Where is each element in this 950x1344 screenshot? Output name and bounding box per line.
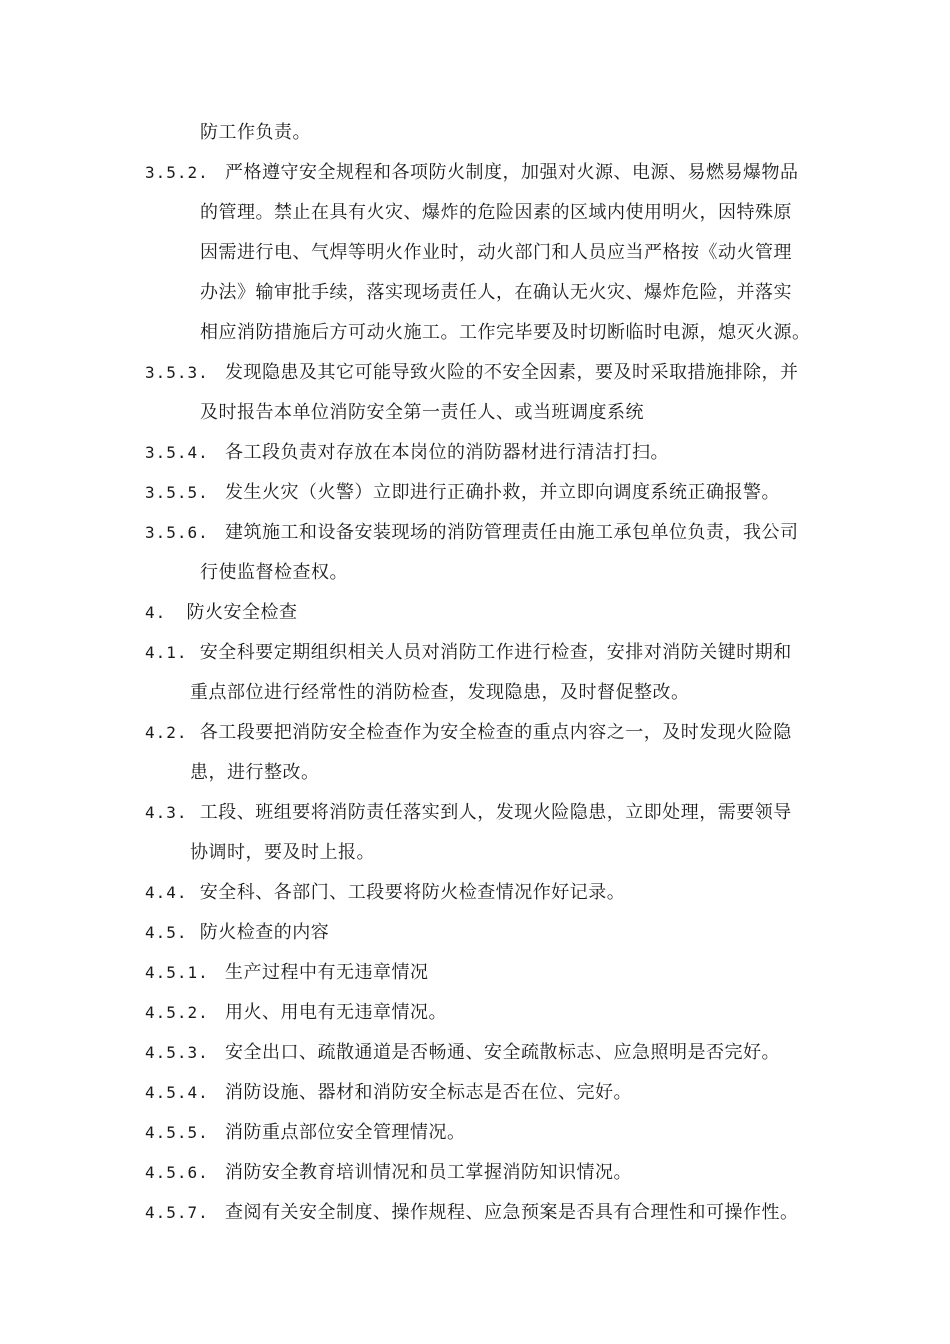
- item-text: 安全科要定期组织相关人员对消防工作进行检查，安排对消防关键时期和: [199, 642, 792, 663]
- item-3-5-5: [145, 481, 780, 505]
- item-text: 工段、班组要将消防责任落实到人，发现火险隐患，立即处理，需要领导: [199, 802, 792, 823]
- item-4-2: [145, 721, 792, 745]
- item-3-5-3: [145, 361, 799, 385]
- item-3-5-6-line-2: 行使监督检查权。: [200, 562, 348, 583]
- item-number: 3.5.4.: [145, 443, 209, 462]
- item-text: 消防重点部位安全管理情况。: [225, 1122, 466, 1143]
- item-text: 用火、用电有无违章情况。: [225, 1002, 448, 1023]
- item-3-5-6: [145, 521, 799, 545]
- item-4-5-1: [145, 961, 429, 985]
- item-number: 4.5.1.: [145, 963, 209, 982]
- item-number: 3.5.6.: [145, 523, 209, 542]
- item-3-5-2-line-2: 的管理。禁止在具有火灾、爆炸的危险因素的区域内使用明火，因特殊原: [200, 202, 792, 223]
- item-text: 查阅有关安全制度、操作规程、应急预案是否具有合理性和可操作性。: [225, 1202, 799, 1223]
- item-4-4: [145, 881, 625, 905]
- item-text: 生产过程中有无违章情况: [225, 962, 429, 983]
- item-4-3-line-2: 协调时，要及时上报。: [190, 842, 375, 863]
- item-4-2-line-2: 患，进行整改。: [190, 762, 320, 783]
- item-4-5: [145, 921, 329, 945]
- item-text: 各工段要把消防安全检查作为安全检查的重点内容之一，及时发现火险隐: [199, 722, 792, 743]
- item-number: 3.5.2.: [145, 163, 209, 182]
- item-4-5-7: [145, 1201, 799, 1225]
- item-text: 防火检查的内容: [199, 922, 330, 943]
- item-number: 3.5.5.: [145, 483, 209, 502]
- item-number: 4.4.: [145, 883, 188, 902]
- item-4-3: [145, 801, 792, 825]
- item-4-5-5: [145, 1121, 466, 1145]
- item-text: 发现隐患及其它可能导致火险的不安全因素，要及时采取措施排除，并: [225, 362, 799, 383]
- item-text: 安全出口、疏散通道是否畅通、安全疏散标志、应急照明是否完好。: [225, 1042, 781, 1063]
- item-number: 4.5.6.: [145, 1163, 209, 1182]
- item-4-5-6: [145, 1161, 632, 1185]
- section-heading-4: [145, 601, 298, 625]
- item-4-5-3: [145, 1041, 780, 1065]
- item-4-1: [145, 641, 792, 665]
- item-4-5-2: [145, 1001, 447, 1025]
- item-number: 4.5.2.: [145, 1003, 209, 1022]
- item-3-5-4: [145, 441, 669, 465]
- item-number: 3.5.3.: [145, 363, 209, 382]
- item-4-5-4: [145, 1081, 632, 1105]
- item-text: 消防设施、器材和消防安全标志是否在位、完好。: [225, 1082, 633, 1103]
- section-title: 防火安全检查: [186, 602, 298, 623]
- item-text: 建筑施工和设备安装现场的消防管理责任由施工承包单位负责，我公司: [225, 522, 799, 543]
- item-number: 4.3.: [145, 803, 188, 822]
- continuation-line: 防工作负责。: [200, 122, 311, 143]
- item-text: 发生火灾（火警）立即进行正确扑救，并立即向调度系统正确报警。: [225, 482, 781, 503]
- item-4-1-line-2: 重点部位进行经常性的消防检查，发现隐患，及时督促整改。: [190, 682, 690, 703]
- section-number: 4.: [145, 603, 167, 622]
- item-text: 消防安全教育培训情况和员工掌握消防知识情况。: [225, 1162, 633, 1183]
- item-number: 4.5.7.: [145, 1203, 209, 1222]
- item-3-5-2-line-3: 因需进行电、气焊等明火作业时，动火部门和人员应当严格按《动火管理: [200, 242, 792, 263]
- item-3-5-2-line-5: 相应消防措施后方可动火施工。工作完毕要及时切断临时电源，熄灭火源。: [200, 322, 811, 343]
- item-text: 安全科、各部门、工段要将防火检查情况作好记录。: [199, 882, 626, 903]
- item-3-5-2: [145, 161, 799, 185]
- item-text: 严格遵守安全规程和各项防火制度，加强对火源、电源、易燃易爆物品: [225, 162, 799, 183]
- item-text: 各工段负责对存放在本岗位的消防器材进行清洁打扫。: [225, 442, 670, 463]
- item-number: 4.5.4.: [145, 1083, 209, 1102]
- item-number: 4.1.: [145, 643, 188, 662]
- item-number: 4.5.: [145, 923, 188, 942]
- item-number: 4.2.: [145, 723, 188, 742]
- item-number: 4.5.5.: [145, 1123, 209, 1142]
- item-3-5-3-line-2: 及时报告本单位消防安全第一责任人、或当班调度系统: [200, 402, 644, 423]
- item-number: 4.5.3.: [145, 1043, 209, 1062]
- item-3-5-2-line-4: 办法》输审批手续，落实现场责任人，在确认无火灾、爆炸危险，并落实: [200, 282, 792, 303]
